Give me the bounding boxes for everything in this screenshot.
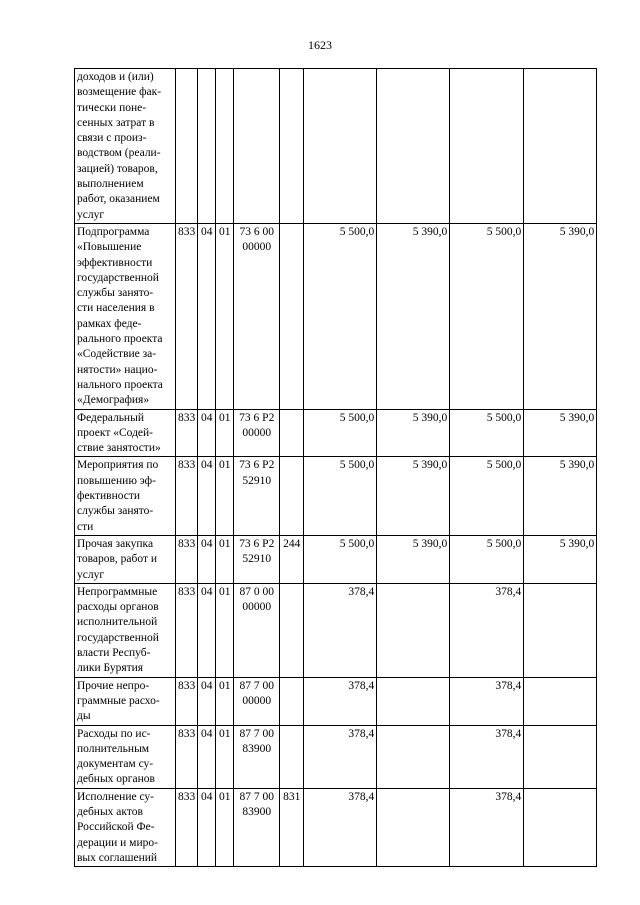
subsection-code-cell bbox=[216, 69, 234, 224]
expense-type-cell bbox=[280, 69, 304, 224]
amount-cell-1: 378,4 bbox=[304, 788, 377, 866]
amount-cell-3: 5 500,0 bbox=[450, 457, 524, 535]
grbs-code-cell: 833 bbox=[176, 535, 198, 583]
amount-cell-4 bbox=[524, 725, 597, 788]
target-article-cell: 87 7 00 83900 bbox=[234, 788, 280, 866]
amount-cell-4 bbox=[524, 788, 597, 866]
section-code-cell: 04 bbox=[198, 409, 216, 457]
amount-cell-1: 378,4 bbox=[304, 725, 377, 788]
amount-cell-3: 378,4 bbox=[450, 677, 524, 725]
subsection-code-cell: 01 bbox=[216, 409, 234, 457]
table-row bbox=[75, 535, 597, 583]
amount-cell-4 bbox=[524, 677, 597, 725]
section-code-cell: 04 bbox=[198, 535, 216, 583]
target-article-cell: 87 7 00 83900 bbox=[234, 725, 280, 788]
amount-cell-3 bbox=[450, 69, 524, 224]
amount-cell-2: 5 390,0 bbox=[377, 409, 450, 457]
amount-cell-2 bbox=[377, 69, 450, 224]
amount-cell-1: 378,4 bbox=[304, 583, 377, 677]
amount-cell-3: 378,4 bbox=[450, 788, 524, 866]
amount-cell-1: 5 500,0 bbox=[304, 457, 377, 535]
expense-type-cell: 831 bbox=[280, 788, 304, 866]
grbs-code-cell: 833 bbox=[176, 409, 198, 457]
subsection-code-cell: 01 bbox=[216, 583, 234, 677]
subsection-code-cell: 01 bbox=[216, 457, 234, 535]
section-code-cell: 04 bbox=[198, 677, 216, 725]
target-article-cell: 87 0 00 00000 bbox=[234, 583, 280, 677]
grbs-code-cell: 833 bbox=[176, 583, 198, 677]
expense-type-cell bbox=[280, 677, 304, 725]
amount-cell-3: 378,4 bbox=[450, 583, 524, 677]
item-name-cell: Исполнение су- дебных актов Российской Фе- дерации и миро- вых соглашений bbox=[75, 788, 176, 866]
section-code-cell: 04 bbox=[198, 224, 216, 410]
amount-cell-2: 5 390,0 bbox=[377, 224, 450, 410]
grbs-code-cell bbox=[176, 69, 198, 224]
amount-cell-1: 5 500,0 bbox=[304, 224, 377, 410]
item-name-cell: Подпрограмма «Повышение эффективности государственной службы занято- сти населения в рамках феде- рального проекта «Содействие за- нятости» нацио- нального проекта «Демография» bbox=[75, 224, 176, 410]
item-name-cell: Непрограммные расходы органов исполнительной государственной власти Респуб- лики Бурятия bbox=[75, 583, 176, 677]
expense-type-cell bbox=[280, 409, 304, 457]
amount-cell-1: 5 500,0 bbox=[304, 409, 377, 457]
page-number: 1623 bbox=[308, 38, 332, 52]
target-article-cell: 73 6 00 00000 bbox=[234, 224, 280, 410]
subsection-code-cell: 01 bbox=[216, 677, 234, 725]
amount-cell-2 bbox=[377, 583, 450, 677]
amount-cell-4: 5 390,0 bbox=[524, 224, 597, 410]
grbs-code-cell: 833 bbox=[176, 788, 198, 866]
grbs-code-cell: 833 bbox=[176, 457, 198, 535]
amount-cell-3: 5 500,0 bbox=[450, 224, 524, 410]
amount-cell-1: 5 500,0 bbox=[304, 535, 377, 583]
expense-type-cell bbox=[280, 457, 304, 535]
table-row bbox=[75, 725, 597, 788]
amount-cell-2: 5 390,0 bbox=[377, 535, 450, 583]
grbs-code-cell: 833 bbox=[176, 677, 198, 725]
amount-cell-4 bbox=[524, 69, 597, 224]
grbs-code-cell: 833 bbox=[176, 224, 198, 410]
target-article-cell: 73 6 Р2 52910 bbox=[234, 535, 280, 583]
section-code-cell bbox=[198, 69, 216, 224]
item-name-cell: Прочие непро- граммные расхо- ды bbox=[75, 677, 176, 725]
amount-cell-1: 378,4 bbox=[304, 677, 377, 725]
table-row bbox=[75, 788, 597, 866]
table-row bbox=[75, 583, 597, 677]
expense-type-cell bbox=[280, 224, 304, 410]
grbs-code-cell: 833 bbox=[176, 725, 198, 788]
table-row bbox=[75, 224, 597, 410]
amount-cell-2 bbox=[377, 788, 450, 866]
table-row bbox=[75, 409, 597, 457]
amount-cell-3: 5 500,0 bbox=[450, 409, 524, 457]
item-name-cell: Мероприятия по повышению эф- фективности службы занято- сти bbox=[75, 457, 176, 535]
section-code-cell: 04 bbox=[198, 457, 216, 535]
amount-cell-4: 5 390,0 bbox=[524, 535, 597, 583]
amount-cell-3: 378,4 bbox=[450, 725, 524, 788]
subsection-code-cell: 01 bbox=[216, 725, 234, 788]
table-row bbox=[75, 457, 597, 535]
subsection-code-cell: 01 bbox=[216, 788, 234, 866]
amount-cell-3: 5 500,0 bbox=[450, 535, 524, 583]
target-article-cell: 87 7 00 00000 bbox=[234, 677, 280, 725]
section-code-cell: 04 bbox=[198, 788, 216, 866]
table-row bbox=[75, 69, 597, 224]
amount-cell-2: 5 390,0 bbox=[377, 457, 450, 535]
subsection-code-cell: 01 bbox=[216, 535, 234, 583]
section-code-cell: 04 bbox=[198, 583, 216, 677]
table-body bbox=[75, 69, 597, 867]
expense-type-cell bbox=[280, 725, 304, 788]
table-row bbox=[75, 677, 597, 725]
item-name-cell: Расходы по ис- полнительным документам су- дебных органов bbox=[75, 725, 176, 788]
amount-cell-4: 5 390,0 bbox=[524, 409, 597, 457]
amount-cell-2 bbox=[377, 677, 450, 725]
item-name-cell: Прочая закупка товаров, работ и услуг bbox=[75, 535, 176, 583]
target-article-cell: 73 6 Р2 52910 bbox=[234, 457, 280, 535]
amount-cell-1 bbox=[304, 69, 377, 224]
item-name-cell: доходов и (или) возмещение фак- тически поне- сенных затрат в связи с произ- водством (реали- зацией) товаров, выполнением работ, оказанием услуг bbox=[75, 69, 176, 224]
budget-table bbox=[74, 68, 597, 867]
target-article-cell bbox=[234, 69, 280, 224]
expense-type-cell: 244 bbox=[280, 535, 304, 583]
amount-cell-4: 5 390,0 bbox=[524, 457, 597, 535]
amount-cell-2 bbox=[377, 725, 450, 788]
section-code-cell: 04 bbox=[198, 725, 216, 788]
expense-type-cell bbox=[280, 583, 304, 677]
item-name-cell: Федеральный проект «Содей- ствие занятости» bbox=[75, 409, 176, 457]
amount-cell-4 bbox=[524, 583, 597, 677]
subsection-code-cell: 01 bbox=[216, 224, 234, 410]
target-article-cell: 73 6 Р2 00000 bbox=[234, 409, 280, 457]
